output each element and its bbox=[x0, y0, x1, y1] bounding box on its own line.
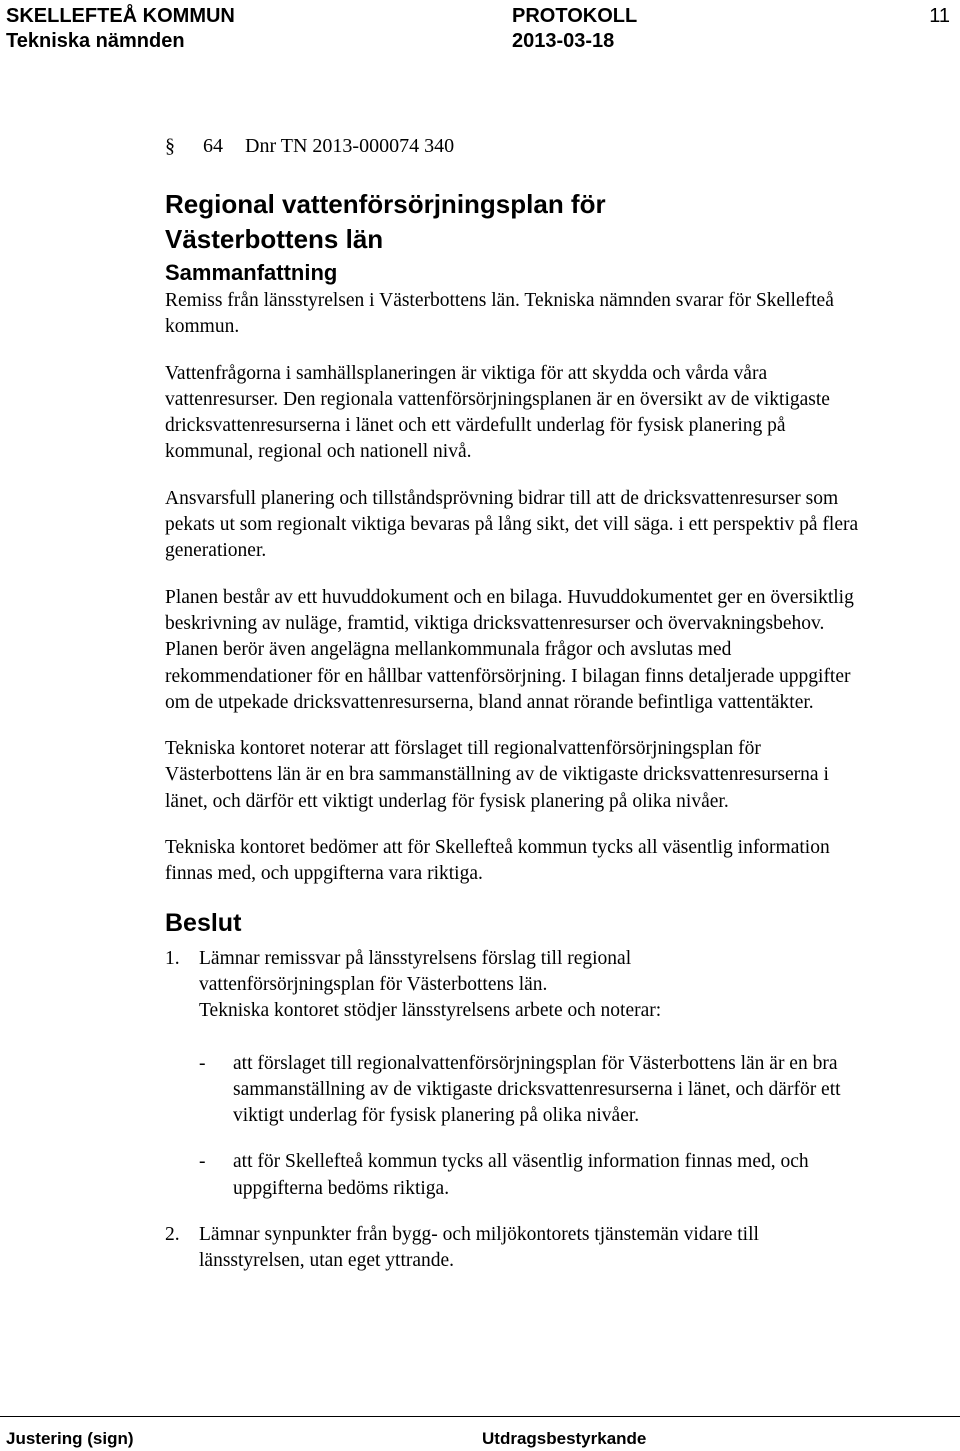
decision-bullet bbox=[199, 1051, 865, 1130]
main-content bbox=[165, 133, 865, 1275]
footer-divider bbox=[0, 1416, 960, 1417]
decision-item-line: vattenförsörjningsplan för Västerbottens län. bbox=[199, 973, 548, 995]
summary-paragraph: Vattenfrågorna i samhällsplaneringen är viktiga för att skydda och vårda våra vattenresurser. Den regionala vattenförsörjningsplanen är en översikt av de viktigaste dricksvattenresurserna i länet och ett värdefullt underlag för fysisk planering på kommunal, regional och nationell nivå. bbox=[165, 362, 830, 463]
summary-paragraph: Ansvarsfull planering och tillståndsprövning bidrar till att de dricksvattenresurser som pekats ut som regionalt viktiga bevaras på lång sikt, det vill säga. i ett perspektiv på flera generationer. bbox=[165, 487, 859, 562]
summary-heading: Sammanfattning bbox=[165, 260, 338, 285]
summary-paragraph: Remiss från länsstyrelsen i Västerbottens län. Tekniska nämnden svarar för Skellefteå kommun. bbox=[165, 290, 834, 338]
page-footer bbox=[0, 1416, 960, 1451]
summary-paragraph: Planen består av ett huvuddokument och en bilaga. Huvuddokumentet ger en översiktlig beskrivning av nuläge, framtid, viktiga dricksvattenresurser och övervakningsbehov. Planen berör även angelägna mellankommunala frågor och avslutas med rekommendationer för en hållbar vattenförsörjning. I bilagan finns detaljerade uppgifter om de utpekade dricksvattenresurserna, bland annat rörande befintliga vattentäkter. bbox=[165, 586, 854, 713]
decision-item-number: 1. bbox=[165, 947, 180, 969]
signature-label: Justering (sign) bbox=[6, 1429, 134, 1448]
dash-marker: - bbox=[199, 1052, 206, 1074]
certified-label: Utdragsbestyrkande bbox=[482, 1429, 647, 1448]
item-title: Regional vattenförsörjningsplan för Västerbottens län bbox=[165, 189, 606, 254]
item-reference bbox=[165, 133, 865, 159]
decision-list bbox=[165, 946, 865, 1275]
document-type: PROTOKOLL bbox=[512, 5, 638, 27]
decision-bullet-list bbox=[199, 1051, 865, 1202]
decision-item-text: Lämnar synpunkter från bygg- och miljökontorets tjänstemän vidare till länsstyrelsen, utan eget yttrande. bbox=[199, 1224, 759, 1272]
organization-name: SKELLEFTEÅ KOMMUN bbox=[6, 5, 235, 27]
section-symbol: § bbox=[165, 135, 175, 157]
decision-item-line: Lämnar remissvar på länsstyrelsens förslag till regional bbox=[199, 947, 632, 969]
decision-bullet-text: att förslaget till regionalvattenförsörjningsplan för Västerbottens län är en bra sammanställning av de viktigaste dricksvattenresurserna i länet, och därför ett viktigt underlag för fysisk planering på olika nivåer. bbox=[233, 1052, 841, 1127]
page-number: 11 bbox=[929, 5, 950, 27]
committee-name: Tekniska nämnden bbox=[6, 30, 185, 52]
decision-heading: Beslut bbox=[165, 908, 242, 937]
meeting-date: 2013-03-18 bbox=[512, 30, 615, 52]
summary-paragraph: Tekniska kontoret bedömer att för Skellefteå kommun tycks all väsentlig information finnas med, och uppgifterna vara riktiga. bbox=[165, 837, 830, 885]
decision-item-number: 2. bbox=[165, 1224, 180, 1246]
decision-bullet-text: att för Skellefteå kommun tycks all väsentlig information finnas med, och uppgifterna bedöms riktiga. bbox=[233, 1151, 809, 1199]
page-header bbox=[6, 4, 950, 54]
dash-marker: - bbox=[199, 1151, 206, 1173]
decision-item bbox=[165, 1222, 865, 1275]
diary-number: Dnr TN 2013-000074 340 bbox=[245, 135, 455, 157]
decision-item bbox=[165, 946, 865, 1202]
decision-item-line: Tekniska kontoret stödjer länsstyrelsens arbete och noterar: bbox=[199, 1000, 662, 1022]
section-number: 64 bbox=[203, 135, 223, 157]
header-row-1 bbox=[6, 4, 950, 29]
decision-bullet bbox=[199, 1149, 865, 1202]
header-row-2 bbox=[6, 29, 950, 54]
summary-paragraph: Tekniska kontoret noterar att förslaget till regionalvattenförsörjningsplan för Västerbottens län är en bra sammanställning av de viktigaste dricksvattenresurserna i länet, och därför ett viktigt underlag för fysisk planering på olika nivåer. bbox=[165, 738, 829, 812]
